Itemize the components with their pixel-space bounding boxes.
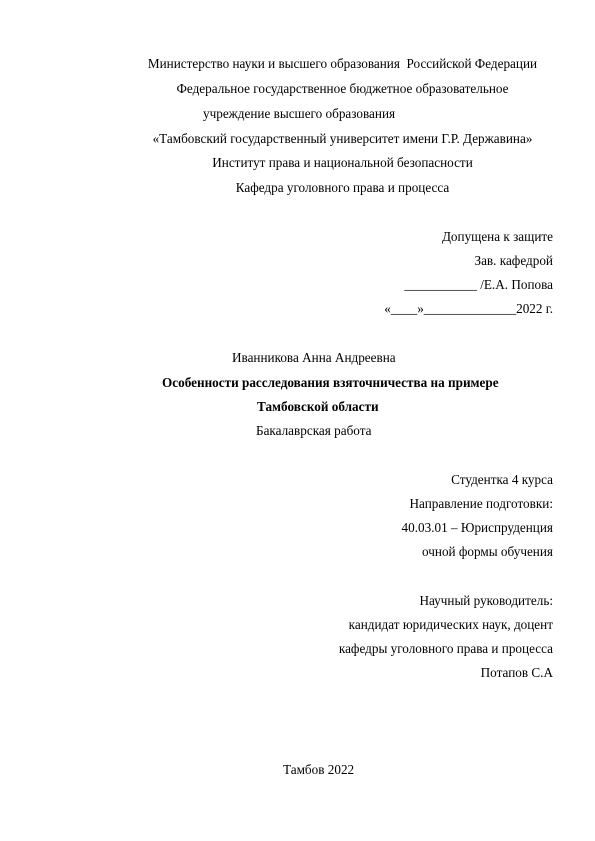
work-title-line-2: Тамбовской области bbox=[257, 399, 379, 414]
signature-line: ___________ /Е.А. Попова bbox=[404, 277, 553, 292]
supervisor-department: кафедры уголовного права и процесса bbox=[338, 641, 553, 656]
city-year: Тамбов 2022 bbox=[283, 762, 355, 777]
university-line: «Тамбовский государственный университет имени Г.Р. Державина» bbox=[152, 131, 533, 146]
work-title-line-1: Особенности расследования взяточничества на примере bbox=[162, 375, 499, 390]
supervisor-name: Потапов С.А bbox=[480, 665, 553, 680]
student-course: Студентка 4 курса bbox=[451, 472, 553, 487]
approval-date-line: «____»______________2022 г. bbox=[384, 301, 553, 316]
head-title: Зав. кафедрой bbox=[474, 253, 553, 268]
direction-code: 40.03.01 – Юриспруденция bbox=[401, 520, 553, 535]
direction-label: Направление подготовки: bbox=[409, 496, 553, 511]
institution-line-1: Федеральное государственное бюджетное образовательное bbox=[176, 81, 509, 96]
author-name: Иванникова Анна Андреевна bbox=[232, 350, 396, 365]
department-line: Кафедра уголовного права и процесса bbox=[235, 180, 450, 195]
admitted-label: Допущена к защите bbox=[441, 229, 553, 244]
supervisor-label: Научный руководитель: bbox=[419, 593, 553, 608]
institute-line: Институт права и национальной безопасности bbox=[212, 155, 473, 170]
work-type: Бакалаврская работа bbox=[256, 423, 372, 438]
study-form: очной формы обучения bbox=[422, 544, 553, 559]
ministry-line: Министерство науки и высшего образования Российской Федерации bbox=[147, 56, 538, 71]
supervisor-degree: кандидат юридических наук, доцент bbox=[348, 617, 553, 632]
institution-line-2: учреждение высшего образования bbox=[203, 106, 396, 121]
